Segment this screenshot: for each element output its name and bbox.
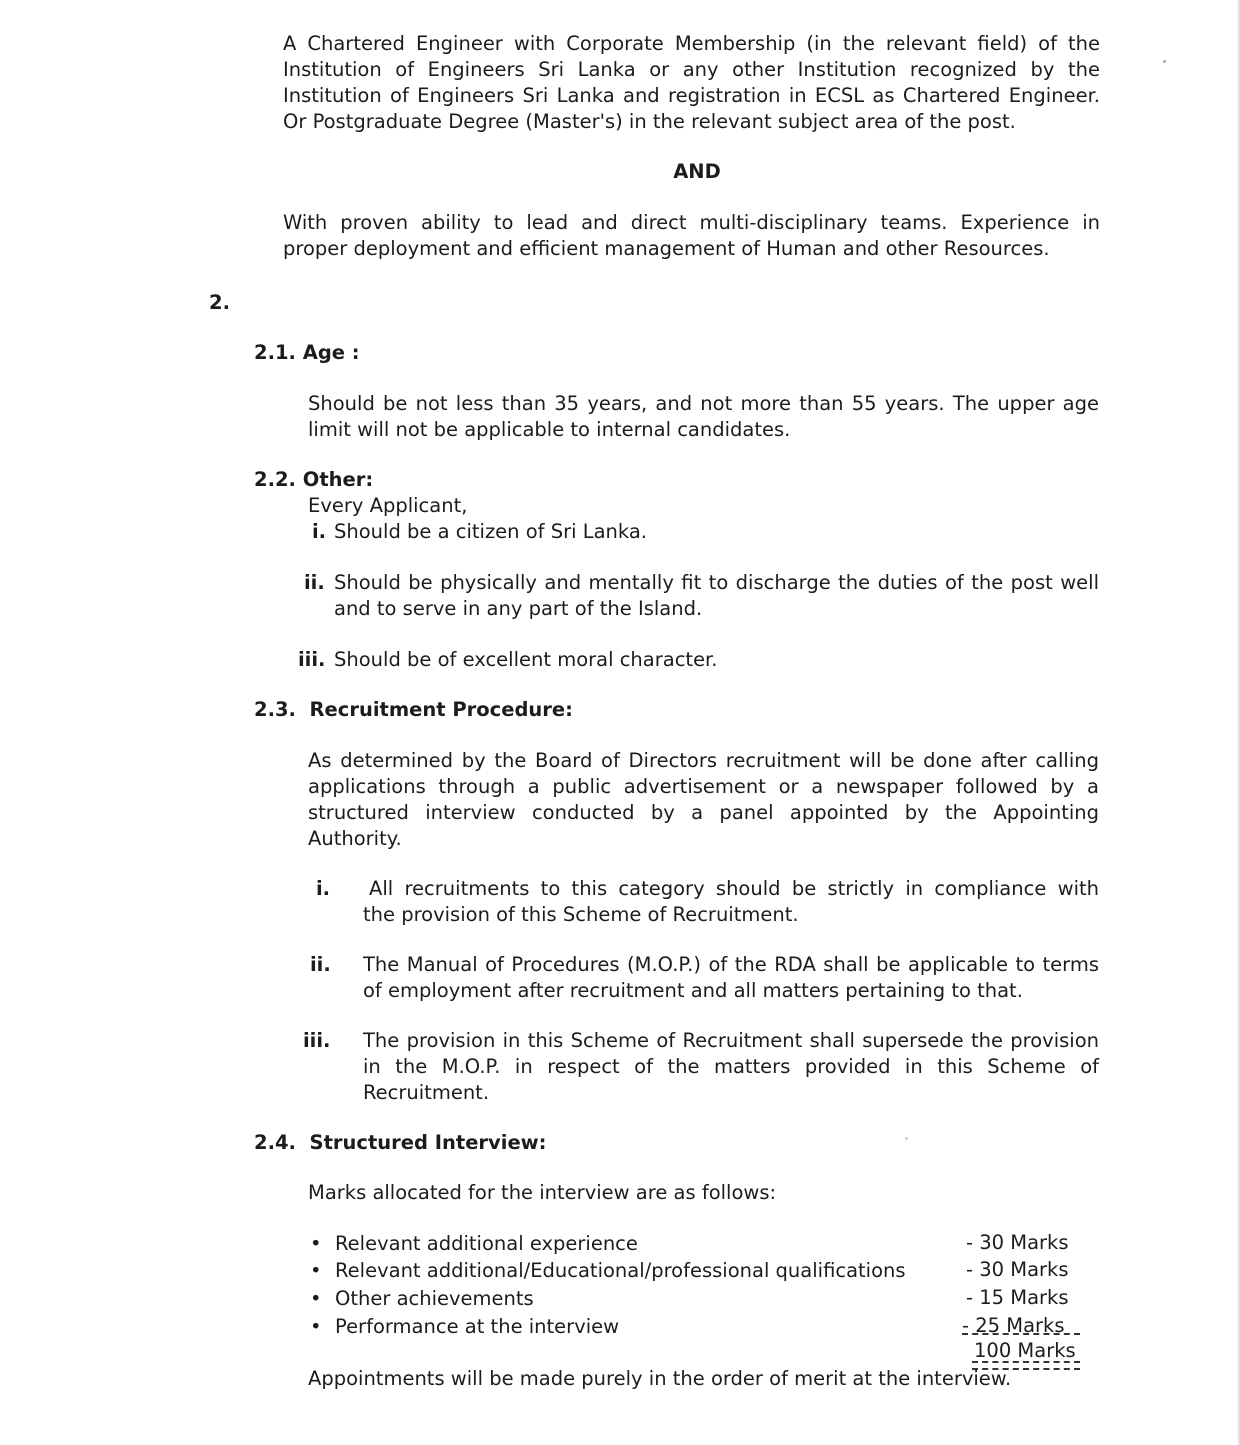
list-number: iii. [298,648,326,671]
subtotal-underline [962,1333,1080,1335]
text-line: Institution of Engineers Sri Lanka and registration in ECSL as Chartered Engineer. [283,84,1100,107]
interview-heading: 2.4. Structured Interview: [254,1131,547,1154]
text-line: of employment after recruitment and all matters pertaining to that. [363,979,1023,1002]
bullet-icon: • [310,1232,322,1255]
section-number: 2. [209,291,230,314]
criteria-marks: - 15 Marks [966,1286,1069,1309]
criteria-marks: - 30 Marks [966,1231,1069,1254]
interview-intro: Marks allocated for the interview are as follows: [308,1181,777,1204]
list-number: i. [316,877,331,900]
bullet-icon: • [310,1315,322,1338]
list-item [363,1028,1099,1106]
text-line: Institution of Engineers Sri Lanka or any other Institution recognized by the [283,58,1100,81]
list-number: ii. [310,953,331,976]
criteria-marks: - 25 Marks [962,1314,1065,1337]
criteria-label: Relevant additional/Educational/professional qualifications [335,1259,906,1282]
criteria-label: Other achievements [335,1287,534,1310]
criteria-marks: - 30 Marks [966,1258,1069,1281]
text-line: applications through a public advertisement or a newspaper followed by a [308,775,1099,798]
text-line: The Manual of Procedures (M.O.P.) of the RDA shall be applicable to terms [363,953,1099,976]
text-line: The provision in this Scheme of Recruitment shall supersede the provision [363,1029,1099,1052]
text-line: and to serve in any part of the Island. [334,597,703,620]
and-separator: AND [673,160,721,183]
list-item [363,876,1099,928]
list-item: Should be a citizen of Sri Lanka. [334,520,648,543]
bullet-icon: • [310,1287,322,1310]
text-line: structured interview conducted by a panel appointed by the Appointing [308,801,1099,824]
text-line: Recruitment. [363,1081,490,1104]
text-line: With proven ability to lead and direct multi-disciplinary teams. Experience in [283,211,1100,234]
other-heading: 2.2. Other: [254,468,374,491]
experience-paragraph [283,210,1100,262]
list-item: Should be of excellent moral character. [334,648,718,671]
text-line: limit will not be applicable to internal candidates. [308,418,791,441]
age-heading: 2.1. Age : [254,341,360,364]
text-line: in the M.O.P. in respect of the matters provided in this Scheme of [363,1055,1099,1078]
scan-speck [905,1137,908,1140]
list-number: i. [312,520,327,543]
scan-speck [1163,60,1166,63]
age-paragraph [308,391,1099,443]
text-line: the provision of this Scheme of Recruitment. [363,903,799,926]
recruitment-paragraph [308,748,1099,852]
qualification-paragraph [283,31,1100,135]
text-line: As determined by the Board of Directors recruitment will be done after calling [308,749,1099,772]
text-line: Should be not less than 35 years, and not more than 55 years. The upper age [308,392,1099,415]
recruitment-heading: 2.3. Recruitment Procedure: [254,698,573,721]
text-line: All recruitments to this category should be strictly in compliance with [369,877,1099,900]
list-item [334,570,1099,622]
total-marks: 100 Marks [974,1339,1076,1362]
applicant-intro: Every Applicant, [308,494,468,517]
list-number: ii. [304,571,325,594]
list-number: iii. [303,1029,331,1052]
text-line: proper deployment and efficient management of Human and other Resources. [283,237,1050,260]
list-item [363,952,1099,1004]
text-line: Should be physically and mentally fit to discharge the duties of the post well [334,571,1099,594]
text-line: A Chartered Engineer with Corporate Membership (in the relevant field) of the [283,32,1100,55]
criteria-label: Performance at the interview [335,1315,620,1338]
text-line: Or Postgraduate Degree (Master's) in the relevant subject area of the post. [283,110,1016,133]
closing-statement: Appointments will be made purely in the order of merit at the interview. [308,1367,1012,1390]
criteria-label: Relevant additional experience [335,1232,638,1255]
bullet-icon: • [310,1259,322,1282]
text-line: Authority. [308,827,402,850]
